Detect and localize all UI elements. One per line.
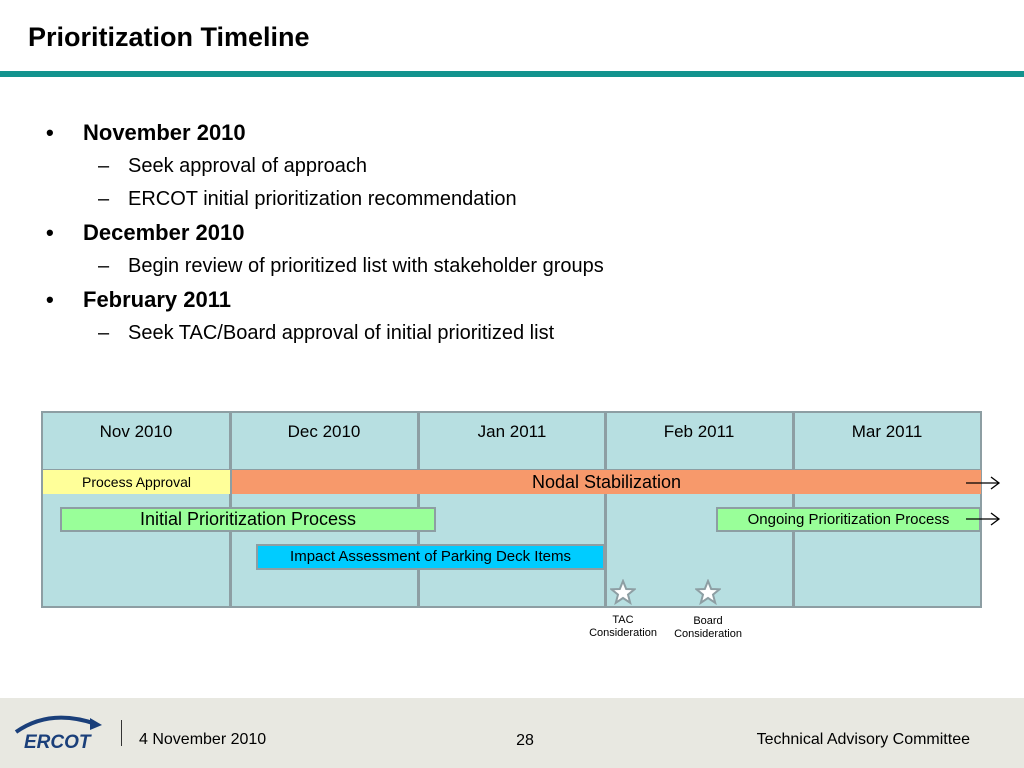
sub-bullet-text: Seek TAC/Board approval of initial prioritized list — [128, 322, 555, 344]
bullet-dot: • — [46, 287, 54, 312]
process-approval-bar: Process Approval — [43, 470, 230, 494]
initial-prioritization-bar: Initial Prioritization Process — [60, 507, 436, 532]
slide-title: Prioritization Timeline — [28, 22, 310, 52]
bullet-february — [46, 283, 946, 317]
title-divider — [0, 71, 1024, 77]
sub-bullet-text: Seek approval of approach — [128, 155, 368, 177]
bullet-heading: November 2010 — [83, 120, 246, 145]
bullet-dot: • — [46, 120, 54, 145]
bullet-heading: February 2011 — [83, 287, 231, 312]
board-milestone-star-icon — [695, 579, 721, 605]
continuation-arrow-icon — [966, 512, 1002, 526]
dash-marker: – — [98, 322, 110, 344]
continuation-arrow-icon — [966, 476, 1002, 490]
sub-bullet-text: ERCOT initial prioritization recommendation — [128, 188, 517, 210]
dash-marker: – — [98, 188, 110, 210]
dash-marker: – — [98, 155, 110, 177]
ercot-logo — [10, 710, 102, 752]
label-line: Board — [693, 615, 723, 627]
label-line: Consideration — [589, 627, 657, 639]
bullet-dot: • — [46, 220, 54, 245]
sub-bullet — [46, 250, 946, 283]
tac-consideration-label — [583, 614, 663, 640]
tac-milestone-star-icon — [610, 579, 636, 605]
sub-bullet — [46, 183, 946, 216]
month-feb-2011: Feb 2011 — [663, 422, 735, 441]
sub-bullet — [46, 150, 946, 183]
sub-bullet-text: Begin review of prioritized list with stakeholder groups — [128, 255, 604, 277]
month-mar-2011: Mar 2011 — [851, 422, 923, 441]
slide-footer — [0, 698, 1024, 768]
label-line: TAC — [612, 614, 634, 626]
page-number: 28 — [516, 732, 534, 749]
footer-date: 4 November 2010 — [139, 731, 267, 748]
logo-text: ERCOT — [24, 732, 91, 752]
label-line: Consideration — [674, 628, 742, 640]
impact-assessment-bar: Impact Assessment of Parking Deck Items — [256, 544, 605, 570]
dash-marker: – — [98, 255, 110, 277]
bullet-december — [46, 216, 946, 250]
ongoing-prioritization-bar: Ongoing Prioritization Process — [716, 507, 981, 532]
sub-bullet — [46, 317, 946, 350]
nodal-stabilization-bar: Nodal Stabilization — [232, 470, 981, 494]
bullet-november — [46, 116, 946, 150]
month-jan-2011: Jan 2011 — [477, 422, 547, 441]
bullet-heading: December 2010 — [83, 220, 245, 245]
footer-organization: Technical Advisory Committee — [756, 731, 970, 748]
footer-separator — [121, 720, 122, 746]
bullet-list — [46, 116, 946, 350]
month-nov-2010: Nov 2010 — [99, 422, 173, 441]
board-consideration-label — [668, 615, 748, 641]
month-dec-2010: Dec 2010 — [287, 422, 361, 441]
